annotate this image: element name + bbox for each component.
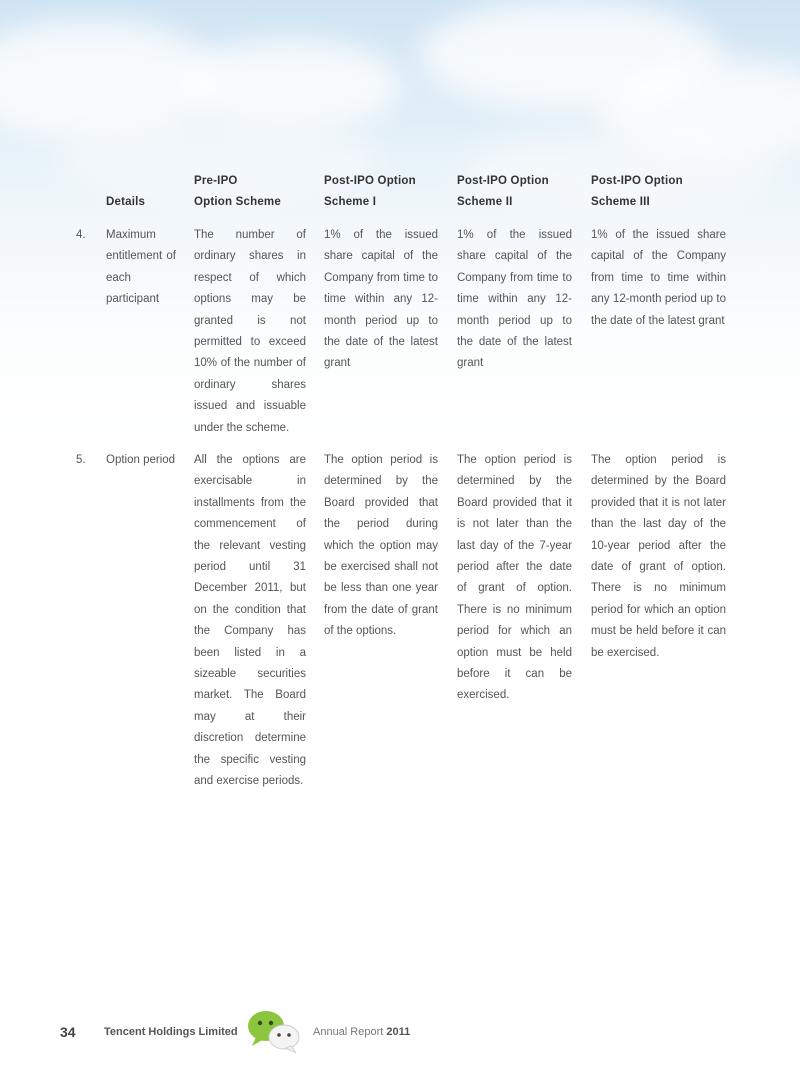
row-number: 5. xyxy=(76,454,86,466)
header-post-ipo-2-line1: Post-IPO Option xyxy=(457,175,549,187)
header-post-ipo-1-line1: Post-IPO Option xyxy=(324,175,416,187)
header-pre-ipo-line2: Option Scheme xyxy=(194,196,281,208)
header-post-ipo-3-line2: Scheme III xyxy=(591,196,650,208)
report-title xyxy=(313,1026,410,1038)
report-label: Annual Report xyxy=(313,1026,384,1038)
row-post-ipo-2: 1% of the issued share capital of the Company from time to time within any 12-month period up to the date of the latest grant xyxy=(457,229,572,370)
row-post-ipo-1: The option period is determined by the Board provided that the period during which the option may be exercised shall not be less than one year from the date of grant of the options. xyxy=(324,454,438,638)
row-pre-ipo: All the options are exercisable in installments from the commencement of the relevant vesting period until 31 December 2011, but on the condition that the Company has been listed in a sizeable securities market. The Board may at their discretion determine the specific vesting and exercise periods. xyxy=(194,454,306,788)
row-post-ipo-3: The option period is determined by the Board provided that it is not later than the last day of the 10-year period after the date of grant of option. There is no minimum period for which an option must be held before it can be exercised. xyxy=(591,454,726,659)
company-name: Tencent Holdings Limited xyxy=(104,1026,238,1038)
header-post-ipo-1 xyxy=(324,171,416,213)
wechat-bubbles-icon xyxy=(244,1008,304,1054)
row-number: 4. xyxy=(76,229,86,241)
header-post-ipo-3-line1: Post-IPO Option xyxy=(591,175,683,187)
row-post-ipo-2: The option period is determined by the Board provided that it is not later than the last day of the 7-year period after the date of grant of option. There is no minimum period for which an option must be held before it can be exercised. xyxy=(457,454,572,702)
header-post-ipo-2 xyxy=(457,171,549,213)
header-pre-ipo-line1: Pre-IPO xyxy=(194,175,238,187)
page-footer xyxy=(0,1024,800,1064)
row-post-ipo-3: 1% of the issued share capital of the Company from time to time within any 12-month period up to the date of the latest grant xyxy=(591,229,726,327)
row-details: Maximum entitlement of each participant xyxy=(106,229,176,306)
header-pre-ipo xyxy=(194,171,281,213)
header-details: Details xyxy=(106,196,146,208)
page-number: 34 xyxy=(60,1024,76,1040)
header-post-ipo-1-line2: Scheme I xyxy=(324,196,377,208)
header-post-ipo-2-line2: Scheme II xyxy=(457,196,513,208)
row-details: Option period xyxy=(106,454,176,466)
row-post-ipo-1: 1% of the issued share capital of the Company from time to time within any 12-month period up to the date of the latest grant xyxy=(324,229,438,370)
row-pre-ipo: The number of ordinary shares in respect of which options may be granted is not permitted to exceed 10% of the number of ordinary shares issued and issuable under the scheme. xyxy=(194,229,306,434)
report-year: 2011 xyxy=(386,1026,411,1038)
header-post-ipo-3 xyxy=(591,171,683,213)
